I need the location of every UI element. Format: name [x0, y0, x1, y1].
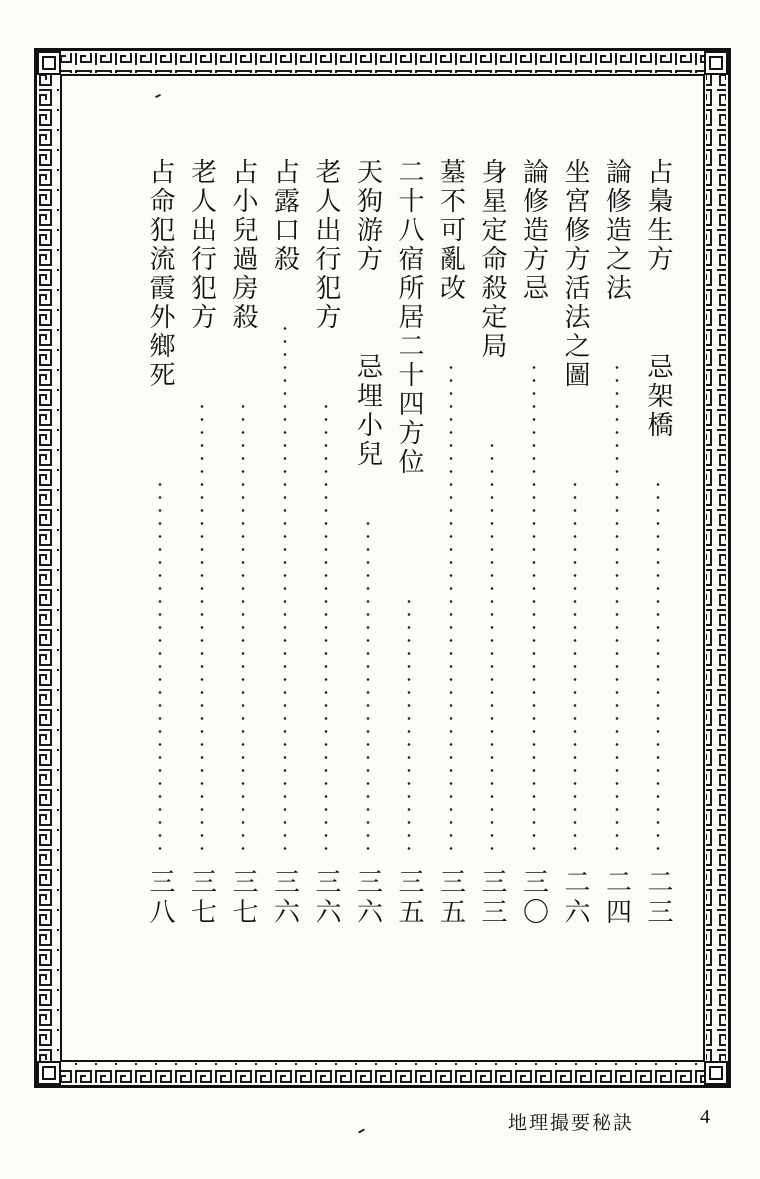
toc-entry-note: 忌埋小兒 [352, 353, 383, 469]
toc-entry [225, 158, 261, 948]
toc-entry-title: 論修造之法 [601, 158, 632, 303]
toc-dot-leader [490, 439, 494, 856]
toc-dot-leader [573, 478, 577, 856]
toc-entry [184, 158, 220, 948]
toc-entry-title: 占命犯流霞外鄉死 [145, 158, 175, 390]
toc-entry-title: 老人出行犯方 [311, 158, 341, 332]
toc-entry-page: 三五 [394, 868, 424, 928]
toc-entry [267, 158, 303, 948]
toc-entry [599, 158, 635, 948]
toc-entry-title: 二十八宿所居二十四方位 [394, 158, 424, 477]
toc-entry [474, 158, 510, 948]
toc-entry-title: 身星定命殺定局 [477, 158, 507, 361]
toc-entry [308, 158, 344, 948]
toc-entry-page: 三〇 [518, 868, 549, 928]
toc-entry-page: 二四 [601, 868, 632, 928]
toc-dot-leader [200, 400, 204, 856]
toc-entry-title: 占露口殺 [269, 158, 300, 274]
toc-entry [557, 158, 593, 948]
toc-entry-title: 墓不可亂改 [435, 158, 466, 303]
footer-book-title: 地理撮要秘訣 [508, 1112, 635, 1134]
toc-entry [433, 158, 469, 948]
toc-entry [391, 158, 427, 948]
toc-entry-title: 坐宮修方活法之圖 [560, 158, 590, 390]
toc-entry-title: 老人出行犯方 [186, 158, 217, 332]
toc-entry-title: 天狗游方 [352, 158, 383, 274]
toc-entry-page: 三七 [228, 868, 258, 928]
toc-entry-page: 三六 [311, 868, 341, 928]
toc-entry-note: 忌架橋 [643, 353, 673, 440]
toc-entry-title: 占梟生方 [643, 158, 673, 274]
toc-entry [640, 158, 676, 948]
toc-dot-leader [283, 322, 287, 856]
toc-entry [350, 158, 386, 948]
toc-entry-page: 三七 [186, 868, 217, 928]
toc-entry-page: 三八 [145, 868, 175, 928]
toc-dot-leader [656, 478, 660, 856]
toc-entry-page: 三五 [435, 868, 466, 928]
table-of-contents [120, 158, 680, 948]
toc-entry-page: 二六 [560, 868, 590, 928]
toc-entry-title: 論修造方忌 [518, 158, 549, 303]
toc-entry-page: 三三 [477, 868, 507, 928]
toc-entry [142, 158, 178, 948]
toc-dot-leader [366, 517, 370, 856]
toc-dot-leader [158, 478, 162, 856]
toc-entry-page: 二三 [643, 868, 673, 928]
toc-entry-title: 占小兒過房殺 [228, 158, 258, 332]
toc-dot-leader [449, 361, 453, 856]
toc-dot-leader [532, 361, 536, 856]
toc-dot-leader [241, 400, 245, 856]
toc-entry-page: 三六 [269, 868, 300, 928]
ink-speck [358, 1128, 365, 1133]
toc-entry [516, 158, 552, 948]
toc-dot-leader [407, 595, 411, 856]
toc-dot-leader [615, 361, 619, 856]
toc-dot-leader [324, 400, 328, 856]
toc-entry-page: 三六 [352, 868, 383, 928]
page-number: 4 [700, 1106, 710, 1128]
